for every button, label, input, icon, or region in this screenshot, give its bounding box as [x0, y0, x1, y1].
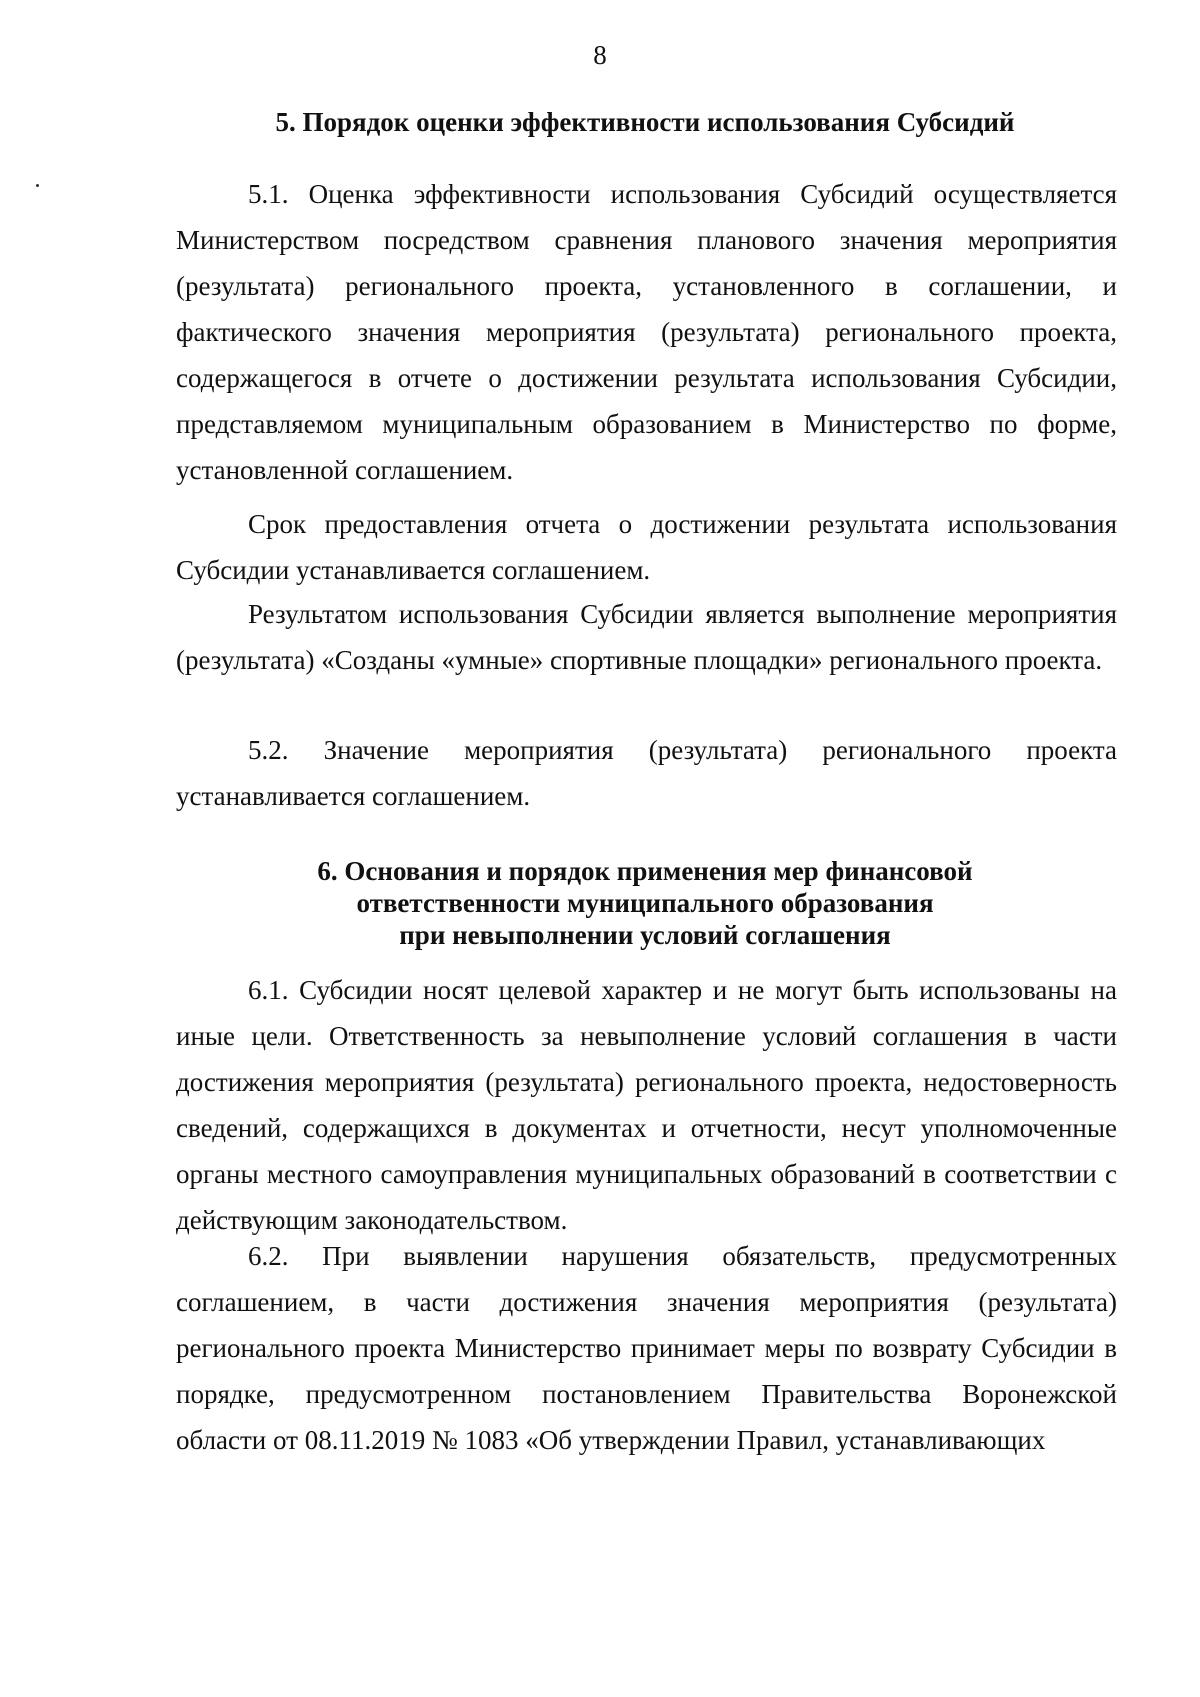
- paragraph-5-report-deadline: Срок предоставления отчета о достижении результата использования Субсидии устанавливается соглашением.: [176, 509, 1117, 585]
- page-number: 8: [593, 40, 607, 70]
- paragraph-6-1: 6.1. Субсидии носят целевой характер и не могут быть использованы на иные цели. Ответственность за невыполнение условий соглашения в части достижения мероприятия (результата) регионального проекта, недостоверность сведений, содержащихся в документах и отчетности, несут уполномоченные органы местного самоуправления муниципальных образований в соответствии с действующим законодательством.: [176, 975, 1117, 1235]
- paragraph-5-result: Результатом использования Субсидии является выполнение мероприятия (результата) «Созданы «умные» спортивные площадки» регионального проекта.: [176, 599, 1117, 675]
- section-6-heading-line-2: ответственности муниципального образования: [356, 888, 934, 918]
- section-6-heading: [160, 855, 1130, 951]
- section-6-heading-line-3: при невыполнении условий соглашения: [399, 920, 891, 950]
- section-5-heading: 5. Порядок оценки эффективности использования Субсидий: [275, 107, 1015, 137]
- section-6-heading-line-1: 6. Основания и порядок применения мер финансовой: [317, 856, 973, 886]
- paragraph-5-1: 5.1. Оценка эффективности использования Субсидий осуществляется Министерством посредством сравнения планового значения мероприятия (результата) регионального проекта, установленного в соглашении, и фактического значения мероприятия (результата) регионального проекта, содержащегося в отчете о достижении результата использования Субсидии, представляемом муниципальным образованием в Министерство по форме, установленной соглашением.: [176, 179, 1117, 485]
- paragraph-6-2: 6.2. При выявлении нарушения обязательств, предусмотренных соглашением, в части достижения значения мероприятия (результата) регионального проекта Министерство принимает меры по возврату Субсидии в порядке, предусмотренном постановлением Правительства Воронежской области от 08.11.2019 № 1083 «Об утверждении Правил, устанавливающих: [176, 1241, 1117, 1455]
- paragraph-5-2: 5.2. Значение мероприятия (результата) регионального проекта устанавливается соглашением.: [176, 735, 1117, 811]
- scan-speck: [36, 184, 39, 187]
